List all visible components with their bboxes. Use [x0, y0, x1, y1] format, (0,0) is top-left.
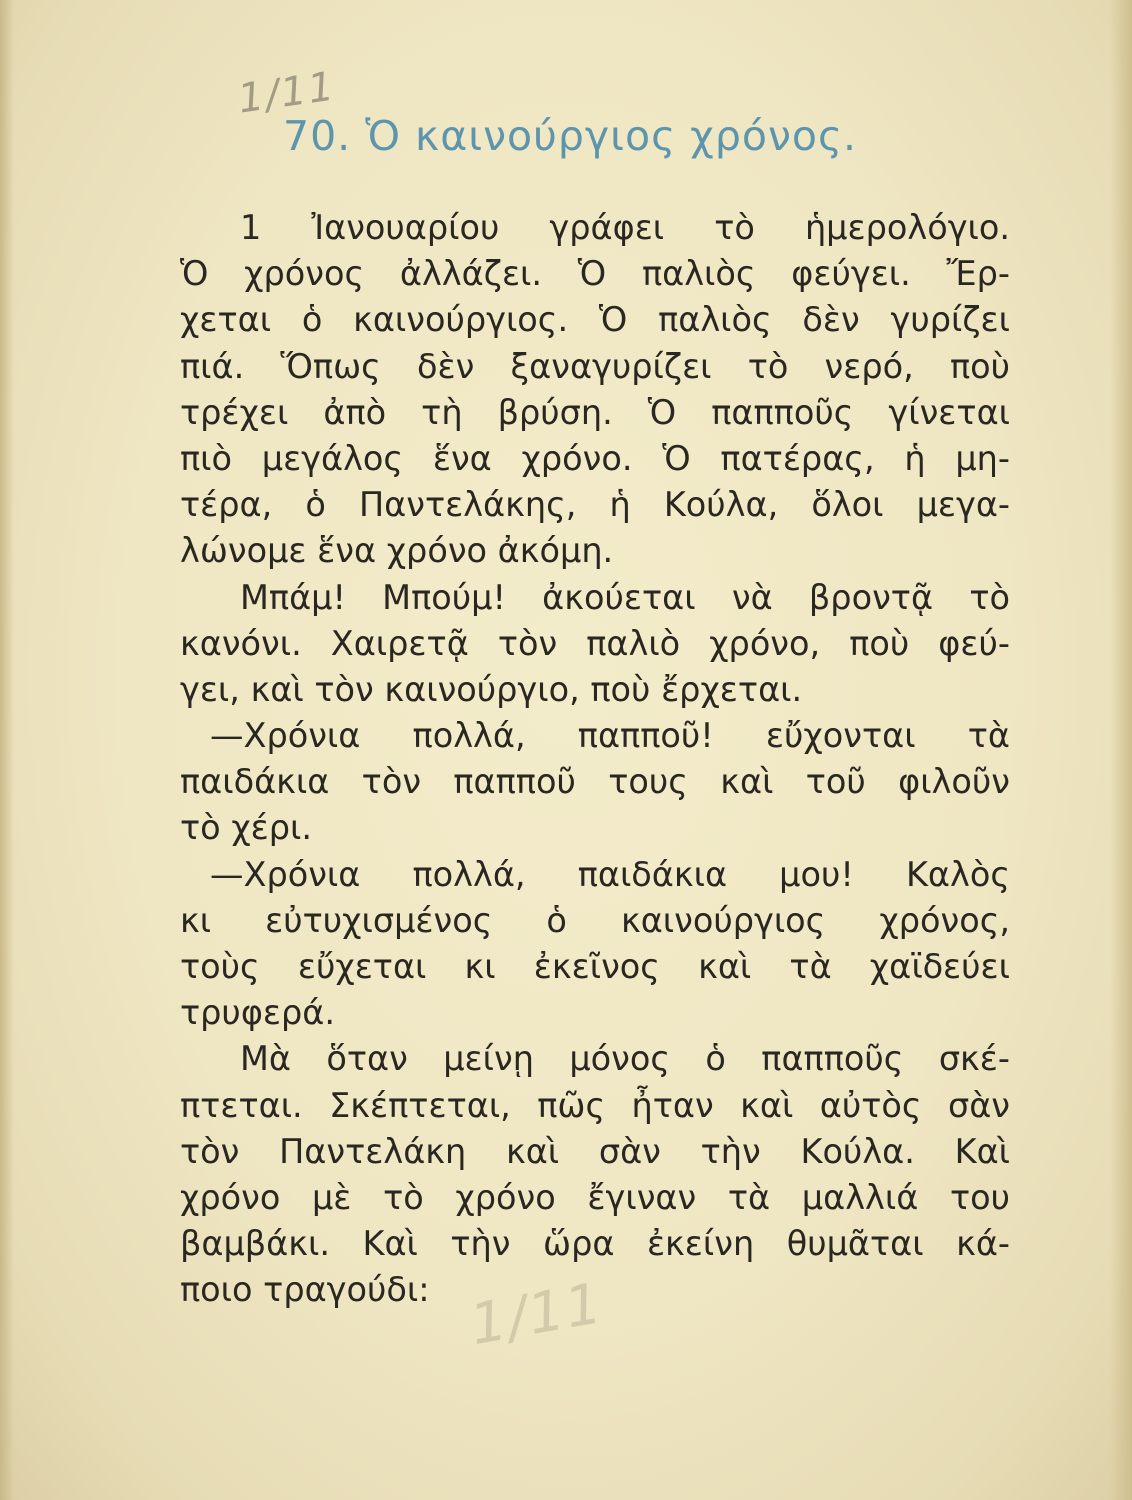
- text-line: Μὰ ὅταν μείνῃ μόνος ὁ παπποῦς σκέ-: [240, 1039, 1010, 1079]
- text-line: βαμβάκι. Καὶ τὴν ὥρα ἐκείνη θυμᾶται κά-: [180, 1224, 1010, 1264]
- text-line: γει, καὶ τὸν καινούργιο, ποὺ ἔρχεται.: [180, 669, 803, 709]
- text-line: κανόνι. Χαιρετᾷ τὸν παλιὸ χρόνο, ποὺ φεύ-: [180, 623, 1010, 663]
- text-line: τρυφερά.: [180, 993, 336, 1033]
- text-line: παιδάκια τὸν παπποῦ τους καὶ τοῦ φιλοῦν: [180, 762, 1010, 802]
- chapter-title: 70. Ὁ καινούργιος χρόνος.: [283, 112, 858, 160]
- text-line: 1 Ἰανουαρίου γράφει τὸ ἡμερολόγιο.: [240, 208, 1010, 247]
- text-line: τρέχει ἀπὸ τὴ βρύση. Ὁ παπποῦς γίνεται: [180, 392, 1010, 432]
- text-line: χεται ὁ καινούργιος. Ὁ παλιὸς δὲν γυρίζει: [180, 300, 1010, 340]
- text-line: κι εὐτυχισμένος ὁ καινούργιος χρόνος,: [180, 900, 1010, 940]
- text-line: τοὺς εὔχεται κι ἐκεῖνος καὶ τὰ χαϊδεύει: [180, 947, 1010, 986]
- text-line: πιά. Ὅπως δὲν ξαναγυρίζει τὸ νερό, ποὺ: [180, 346, 1010, 386]
- text-line: πτεται. Σκέπτεται, πῶς ἦταν καὶ αὐτὸς σὰν: [180, 1085, 1010, 1125]
- text-line: ποιο τραγούδι:: [180, 1270, 430, 1310]
- page-edge-shadow-right: [1110, 0, 1132, 1500]
- pencil-annotation-top: 1/11: [235, 63, 339, 123]
- text-line: Μπάμ! Μπούμ! ἀκούεται νὰ βροντᾷ τὸ: [240, 577, 1010, 617]
- text-line: τὸν Παντελάκη καὶ σὰν τὴν Κούλα. Καὶ: [180, 1131, 1010, 1171]
- text-line: —Χρόνια πολλά, παιδάκια μου! Καλὸς: [210, 854, 1010, 894]
- pencil-annotation-bottom: 1/11: [465, 1270, 609, 1359]
- text-line: τὸ χέρι.: [180, 808, 313, 848]
- body-text: [180, 205, 1010, 1314]
- text-line: Ὁ χρόνος ἀλλάζει. Ὁ παλιὸς φεύγει. Ἔρ-: [180, 254, 1010, 294]
- page-edge-shadow-left: [0, 0, 14, 1500]
- text-line: τέρα, ὁ Παντελάκης, ἡ Κούλα, ὅλοι μεγα-: [180, 485, 1010, 525]
- text-line: χρόνο μὲ τὸ χρόνο ἔγιναν τὰ μαλλιά του: [180, 1177, 1010, 1217]
- text-line: —Χρόνια πολλά, παπποῦ! εὔχονται τὰ: [210, 716, 1010, 756]
- text-line: λώνομε ἕνα χρόνο ἀκόμη.: [180, 531, 614, 571]
- text-line: πιὸ μεγάλος ἕνα χρόνο. Ὁ πατέρας, ἡ μη-: [180, 438, 1010, 478]
